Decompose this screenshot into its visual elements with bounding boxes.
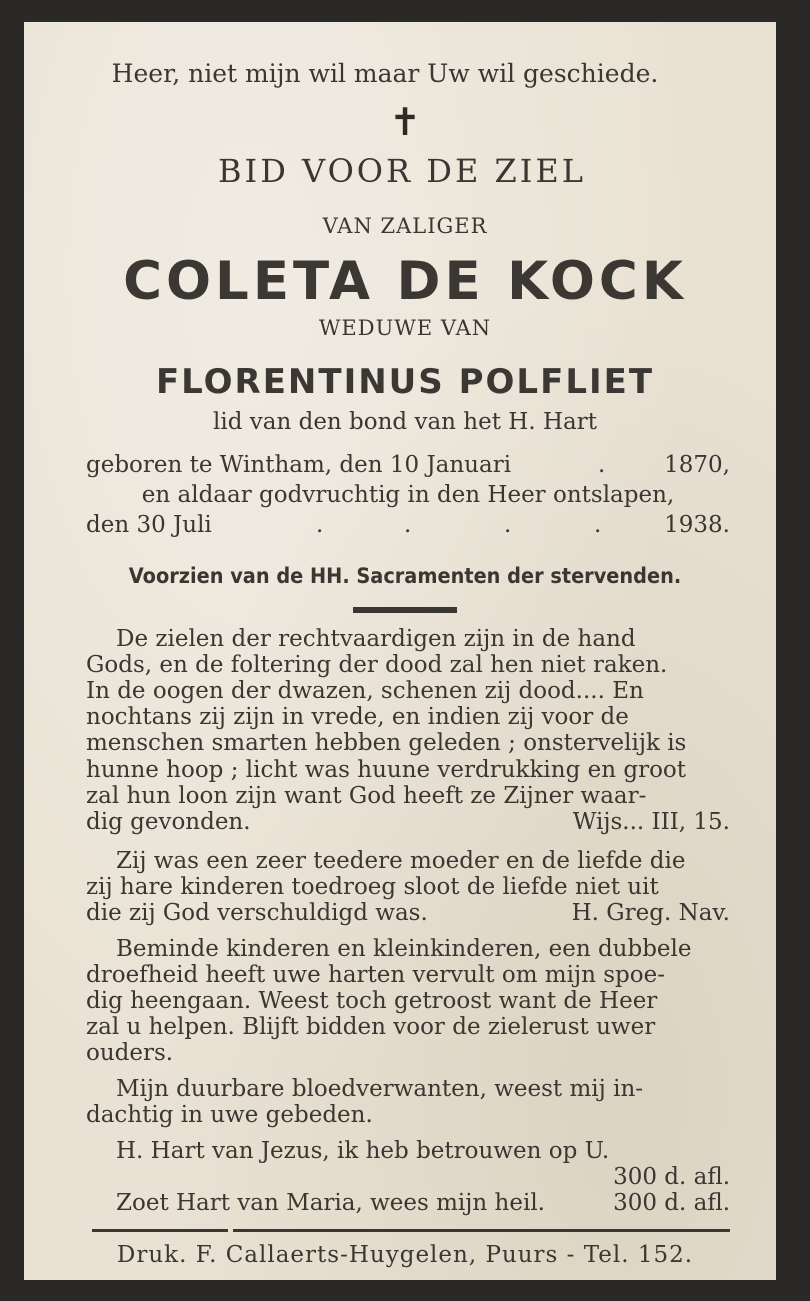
death-date-line [86,512,730,538]
death-date: den 30 Juli [86,512,212,538]
scripture-line-5: menschen smarten hebben geleden ; onstervelijk is [86,730,687,756]
deceased-name: COLETA DE KOCK [123,251,687,312]
greg-line-1: Zij was een zeer teedere moeder en de liefde die [116,848,686,874]
relatives-line-2: dachtig in uwe gebeden. [86,1102,373,1128]
greg-source: H. Greg. Nav. [571,900,730,926]
scripture-source: Wijs... III, 15. [572,809,730,835]
farewell-line-4: zal u helpen. Blijft bidden voor de zielerust uwer [86,1014,656,1040]
greg-line-3 [86,900,730,926]
birth-text: geboren te Wintham, den 10 Januari [86,452,512,478]
membership: lid van den bond van het H. Hart [213,409,597,435]
death-dot-1: . [316,512,324,538]
pray-heading: BID VOOR DE ZIEL [218,152,586,190]
prayer-mary-indulgence: 300 d. afl. [613,1190,730,1216]
farewell-line-3: dig heengaan. Weest toch getroost want de Heer [86,988,658,1014]
scripture-line-3: In de oogen der dwazen, schenen zij dood.... En [86,678,644,704]
spouse-name: FLORENTINUS POLFLIET [155,362,655,402]
motto: Heer, niet mijn wil maar Uw wil geschiede. [111,59,659,88]
death-text: en aldaar godvruchtig in den Heer ontslapen, [141,482,675,508]
scripture-last: dig gevonden. [86,809,251,835]
death-dot-3: . [504,512,512,538]
greg-line-2: zij hare kinderen toedroeg sloot de liefde niet uit [86,874,659,900]
prayer-mary-line [86,1190,730,1216]
death-year: 1938. [664,512,730,538]
sacraments: Voorzien van de HH. Sacramenten der stervenden. [128,564,682,588]
scripture-line-7: zal hun loon zijn want God heeft ze Zijner waar- [86,783,647,809]
birth-year: 1870, [664,452,730,478]
cross-icon: ✝ [389,100,421,144]
prayer-mary: Zoet Hart van Maria, wees mijn heil. [116,1190,545,1216]
birth-dot: . [598,452,606,478]
printer-line: Druk. F. Callaerts-Huygelen, Puurs - Tel. 152. [116,1242,694,1268]
scripture-line-8 [86,809,730,835]
weduwe-van: WEDUWE VAN [318,316,492,340]
scripture-line-4: nochtans zij zijn in vrede, en indien zij voor de [86,704,629,730]
farewell-line-2: droefheid heeft uwe harten vervult om mijn spoe- [86,962,665,988]
death-dot-4: . [594,512,602,538]
death-dot-2: . [404,512,412,538]
prayer-jesus: H. Hart van Jezus, ik heb betrouwen op U. [116,1138,610,1164]
van-zaliger: VAN ZALIGER [322,214,488,238]
farewell-line-1: Beminde kinderen en kleinkinderen, een dubbele [116,936,692,962]
divider [353,607,457,613]
scripture-line-1: De zielen der rechtvaardigen zijn in de hand [116,626,636,652]
scripture-line-6: hunne hoop ; licht was huune verdrukking en groot [86,757,687,783]
relatives-line-1: Mijn duurbare bloedverwanten, weest mij in- [116,1076,644,1102]
rule-left [92,1229,228,1232]
scripture-line-2: Gods, en de foltering der dood zal hen niet raken. [86,652,668,678]
greg-last: die zij God verschuldigd was. [86,900,428,926]
birth-line [86,452,730,478]
rule-right [233,1229,730,1232]
farewell-line-5: ouders. [86,1040,174,1066]
prayer-jesus-indulgence: 300 d. afl. [613,1164,730,1190]
